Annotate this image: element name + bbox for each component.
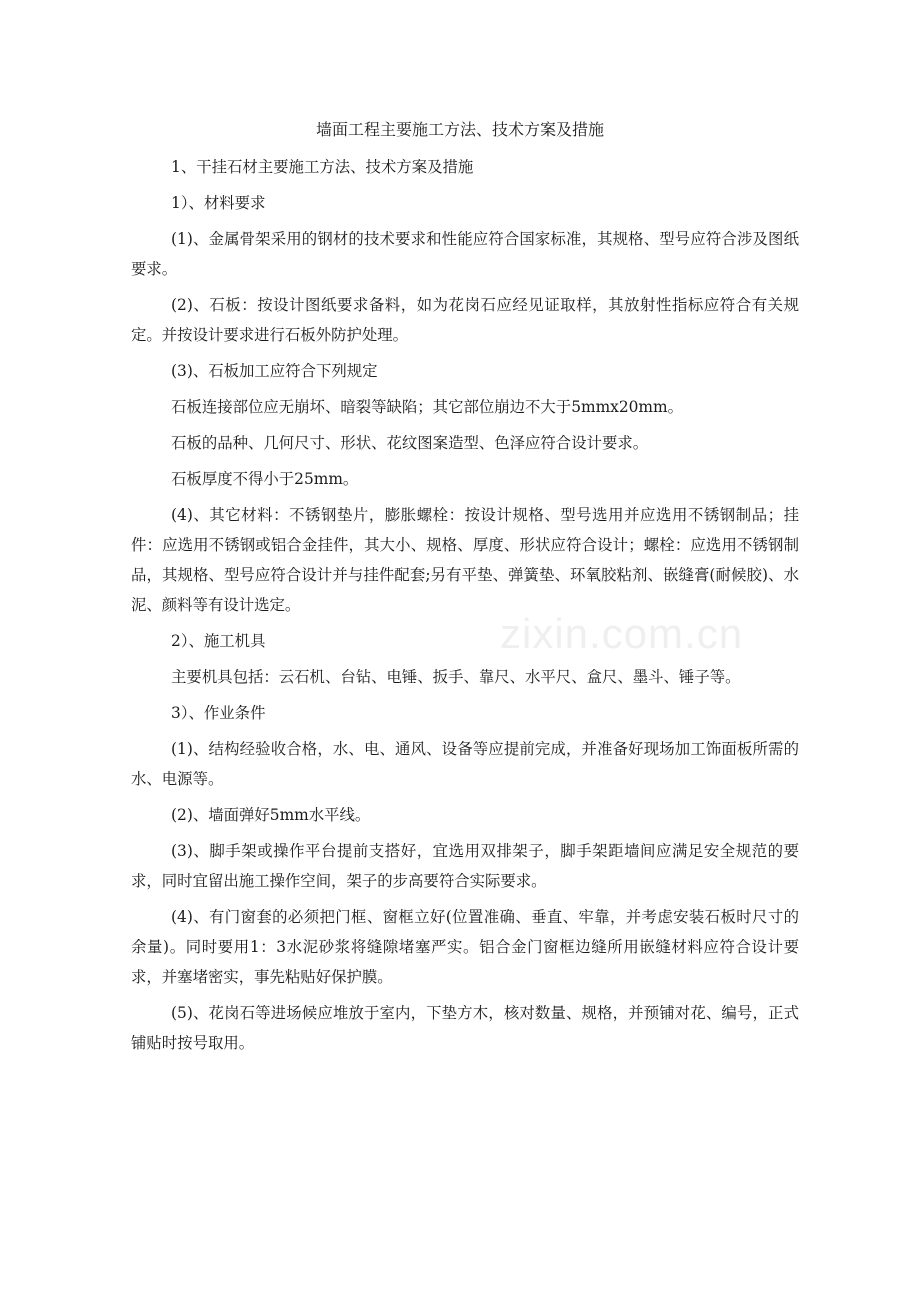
- paragraph-slab-thickness: 石板厚度不得小于25mm。: [171, 470, 359, 488]
- subsection-heading-material-requirements: 1）、材料要求: [171, 194, 266, 212]
- document-body: [131, 152, 799, 1064]
- paragraph-other-materials: (4)、其它材料：不锈钢垫片，膨胀螺栓：按设计规格、型号选用并应选用不锈钢制品；挂件：应选用不锈钢或铝合金挂件，其大小、规格、厚度、形状应符合设计；螺栓：应选用不锈钢制品，其规格、型号应符合设计并与挂件配套;另有平垫、弹簧垫、环氧胶粘剂、嵌缝膏(耐候胶)、水泥、颜料等有设计选定。: [131, 506, 799, 614]
- paragraph-metal-frame: (1)、金属骨架采用的钢材的技术要求和性能应符合国家标准，其规格、型号应符合涉及图纸要求。: [131, 230, 799, 278]
- paragraph-structure-acceptance: (1)、结构经验收合格，水、电、通风、设备等应提前完成，并准备好现场加工饰面板所需的水、电源等。: [131, 740, 799, 788]
- subsection-heading-construction-tools: 2）、施工机具: [171, 632, 266, 650]
- paragraph-slab-processing: (3)、石板加工应符合下列规定: [171, 362, 378, 380]
- document-title: 墙面工程主要施工方法、技术方案及措施: [315, 120, 604, 139]
- paragraph-scaffolding: (3)、脚手架或操作平台提前支搭好，宜选用双排架子，脚手架距墙间应满足安全规范的要求，同时宜留出施工操作空间，架子的步高要符合实际要求。: [131, 842, 799, 890]
- subsection-heading-working-conditions: 3）、作业条件: [171, 704, 266, 722]
- paragraph-slab-variety: 石板的品种、几何尺寸、形状、花纹图案造型、色泽应符合设计要求。: [171, 434, 649, 452]
- paragraph-main-tools: 主要机具包括：云石机、台钻、电锤、扳手、靠尺、水平尺、盒尺、墨斗、锤子等。: [171, 668, 741, 686]
- watermark: zixin.com.cn: [500, 610, 744, 657]
- paragraph-stone-slab: (2)、石板：按设计图纸要求备料，如为花岗石应经见证取样，其放射性指标应符合有关规定。并按设计要求进行石板外防护处理。: [131, 296, 799, 344]
- paragraph-connection-defects: 石板连接部位应无崩坏、暗裂等缺陷；其它部位崩边不大于5mmx20mm。: [171, 398, 684, 416]
- paragraph-granite-storage: (5)、花岗石等进场候应堆放于室内，下垫方木，核对数量、规格，并预铺对花、编号，正式铺贴时按号取用。: [131, 1004, 799, 1052]
- paragraph-door-window-frames: (4)、有门窗套的必须把门框、窗框立好(位置准确、垂直、牢靠，并考虑安装石板时尺寸的余量)。同时要用1：3水泥砂浆将缝隙堵塞严实。铝合金门窗框边缝所用嵌缝材料应符合设计要求，并塞堵密实，事先粘贴好保护膜。: [131, 908, 799, 986]
- section-heading-dry-hanging-stone: 1、干挂石材主要施工方法、技术方案及措施: [171, 158, 474, 176]
- paragraph-level-line: (2)、墙面弹好5mm水平线。: [171, 806, 371, 824]
